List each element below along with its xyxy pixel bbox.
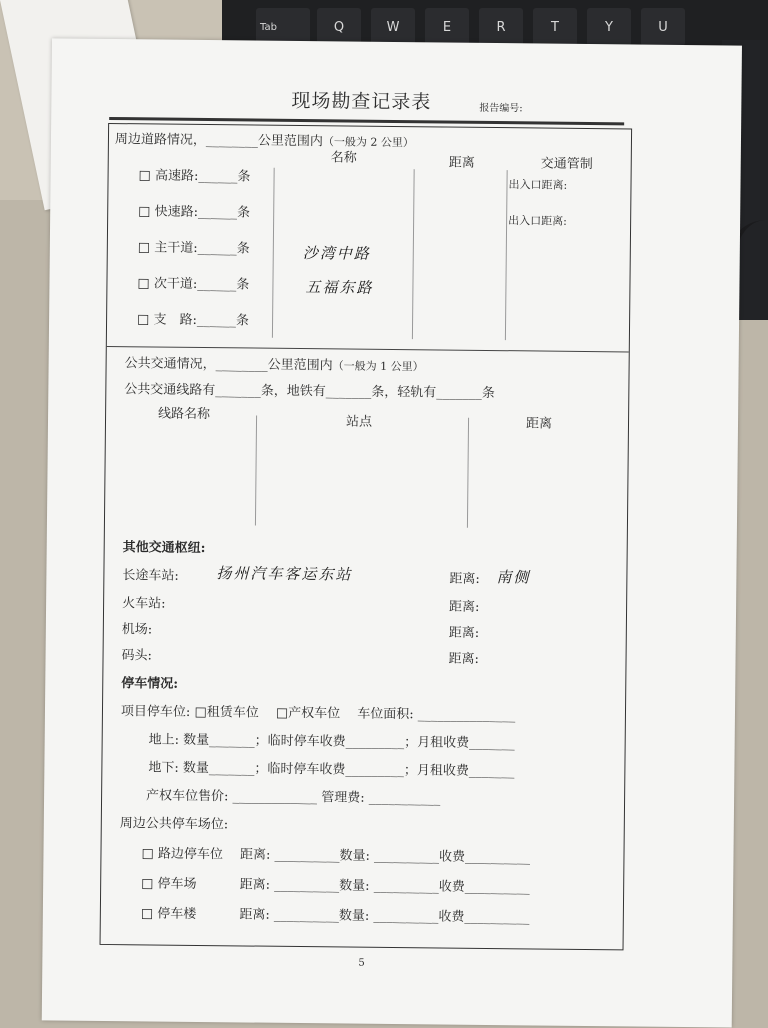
hub-coach-label: 长途车站: [122,568,179,584]
roads-col-name: 名称 [330,150,357,166]
transit-col-route: 线路名称 [158,406,211,423]
key-u: U [641,8,685,46]
key-w: W [371,8,415,46]
hub-pier-label: 码头: [121,648,153,664]
hub-airport-label: 机场: [121,622,153,638]
public-parking-garage: □ 停车楼 距离: __________数量: __________收费__________ [140,906,530,926]
public-parking-lot: □ 停车场 距离: __________数量: __________收费__________ [141,876,530,896]
hub-coach-distance-value: 南侧 [496,568,531,587]
hub-train-distance-label: 距离: [449,599,480,615]
public-parking-heading: 周边公共停车场位: [119,816,229,833]
transit-heading: 公共交通情况，________公里范围内（一般为 1 公里） [124,356,424,374]
road-type-branch: □ 支 路:______条 [136,312,249,329]
report-number-label: 报告编号: [479,102,523,115]
road-type-expressway: □ 快速路:______条 [138,204,251,221]
parking-price-line: 产权车位售价: _____________ 管理费: ___________ [146,788,441,807]
transit-lines: 公共交通线路有_______条，地铁有_______条，轻轨有_______条 [124,382,495,402]
road-type-arterial: □ 主干道:______条 [137,240,250,257]
public-parking-roadside: □ 路边停车位 距离: __________数量: __________收费__________ [141,846,531,866]
roads-divider-2 [412,169,415,339]
key-e: E [425,8,469,46]
road-type-highway: □ 高速路:______条 [138,168,251,185]
transit-divider-1 [255,416,257,526]
section-divider [107,346,629,352]
key-y: Y [587,8,631,46]
roads-divider-3 [505,170,508,340]
parking-heading: 停车情况: [121,676,179,692]
form-page [42,38,742,1027]
roads-heading: 周边道路情况，________公里范围内（一般为 2 公里） [114,132,415,150]
page-number: 5 [358,957,365,969]
hub-airport-distance-label: 距离: [448,625,480,641]
hub-coach-value: 扬州汽车客运东站 [216,564,353,584]
handwritten-road-1: 沙湾中路 [302,244,371,263]
parking-project-line: 项目停车位: □租赁车位 □产权车位 车位面积: _______________ [120,704,516,724]
roads-col-traffic: 交通管制 [540,156,593,173]
traffic-entry-2: 出入口距离: [508,214,567,228]
form-title: 现场勘查记录表 [291,89,432,114]
form-frame [100,123,633,950]
hub-train-label: 火车站: [122,596,166,612]
key-t: T [533,8,577,46]
traffic-entry-1: 出入口距离: [508,178,568,192]
key-r: R [479,8,523,46]
transit-col-distance: 距离 [525,416,553,432]
hub-pier-distance-label: 距离: [448,651,480,667]
roads-col-distance: 距离 [448,155,475,171]
transit-col-station: 站点 [345,414,373,430]
key-tab: Tab [256,8,310,46]
parking-above-line: 地上: 数量_______；临时停车收费_________；月租收费_______ [148,732,515,752]
handwritten-road-2: 五福东路 [305,278,374,297]
transit-divider-2 [467,418,469,528]
roads-divider-1 [272,168,275,338]
parking-below-line: 地下: 数量_______；临时停车收费_________；月租收费_______ [148,760,515,780]
key-q: Q [317,8,361,46]
hubs-heading: 其他交通枢纽: [122,540,206,557]
hub-coach-distance-label: 距离: [449,571,480,587]
road-type-secondary: □ 次干道:______条 [137,276,250,293]
